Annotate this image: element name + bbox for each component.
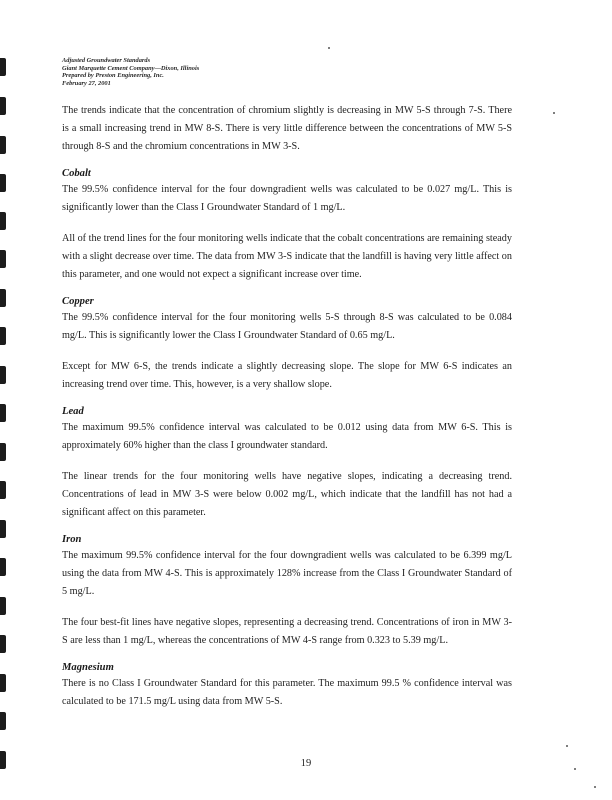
intro-paragraph: The trends indicate that the concentration of chromium slightly is decreasing in MW 5-S through 7-S. There is a small increasing trend in MW 8-S. There is very little difference between the concentrations of MW 5-S through 8-S and the chromium concentrations in MW 3-S. [62,105,512,152]
binding-mark [0,404,6,422]
binding-mark [0,597,6,615]
header-line-client: Giant Marquette Cement Company—Dixon, Illinois [62,64,200,72]
section-paragraph: Except for MW 6-S, the trends indicate a slightly decreasing slope. The slope for MW 6-S indicates an increasing trend over time. This, however, is a very shallow slope. [62,361,512,390]
document-body [62,102,512,711]
running-header [62,57,199,87]
binding-mark [0,289,6,307]
scan-speck [566,745,568,747]
section-lead [62,405,512,522]
binding-mark [0,674,6,692]
section-paragraph: The 99.5% confidence interval for the four monitoring wells 5-S through 8-S was calculated to be 0.084 mg/L. This is significantly lower the Class I Groundwater Standard of 0.65 mg/L. [62,312,512,341]
section-heading: Lead [62,406,84,417]
section-paragraph: The linear trends for the four monitoring wells have negative slopes, indicating a decreasing trend. Concentrations of lead in MW 3-S were below 0.002 mg/L, which indicate that the landfill has not had a significant affect on this parameter. [62,471,512,518]
binding-mark [0,174,6,192]
binding-mark [0,327,6,345]
binding-mark [0,58,6,76]
section-paragraph: There is no Class I Groundwater Standard for this parameter. The maximum 99.5 % confidence interval was calculated to be 171.5 mg/L using data from MW 5-S. [62,678,512,707]
scan-speck [594,786,596,788]
section-heading: Cobalt [62,168,91,179]
binding-mark [0,136,6,154]
section-paragraph: All of the trend lines for the four monitoring wells indicate that the cobalt concentrations are remaining steady with a slight decrease over time. The data from MW 3-S indicate that the landfill is having very little affect on this parameter, and one would not expect a significant increase over time. [62,233,512,280]
section-cobalt [62,167,512,284]
binding-mark [0,635,6,653]
section-heading: Magnesium [62,662,114,673]
binding-mark [0,712,6,730]
scan-speck [553,112,555,114]
header-line-title: Adjusted Groundwater Standards [62,57,151,64]
section-paragraph: The maximum 99.5% confidence interval for the four downgradient wells was calculated to be 6.399 mg/L using the data from MW 4-S. This is approximately 128% increase from the Class I Groundwater Standard of 5 mg/L. [62,550,512,597]
section-heading: Iron [62,534,82,545]
binding-mark [0,366,6,384]
section-paragraph: The four best-fit lines have negative slopes, representing a decreasing trend. Concentrations of iron in MW 3-S are less than 1 mg/L, whereas the concentrations of MW 4-S range from 0.323 to 5.39 mg/L. [62,617,512,646]
binding-mark [0,481,6,499]
section-copper [62,295,512,394]
binding-mark [0,443,6,461]
binding-mark [0,558,6,576]
header-line-preparer: Prepared by Preston Engineering, Inc. [62,72,164,80]
section-heading: Copper [62,296,94,307]
binding-mark [0,520,6,538]
section-iron [62,533,512,650]
binding-mark [0,250,6,268]
scan-speck [328,47,330,49]
header-line-date: February 27, 2001 [62,79,111,87]
section-paragraph: The maximum 99.5% confidence interval was calculated to be 0.012 using data from MW 6-S. This is approximately 60% higher than the class I groundwater standard. [62,422,512,451]
binding-mark [0,97,6,115]
section-paragraph: The 99.5% confidence interval for the four downgradient wells was calculated to be 0.027 mg/L. This is significantly lower than the Class I Groundwater Standard of 1 mg/L. [62,184,512,213]
section-magnesium [62,661,512,711]
binding-mark [0,212,6,230]
page-number: 19 [300,758,312,769]
